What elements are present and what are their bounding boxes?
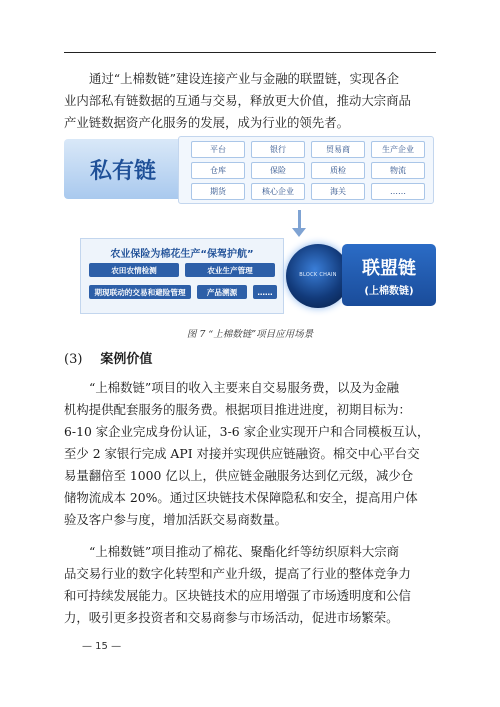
text-line: 至少 2 家银行完成 API 对接并实现供应链融资。棉交中心平台交 [64, 446, 420, 461]
insurance-item: 产品溯源 [197, 285, 247, 299]
member-chip: 物流 [371, 162, 425, 179]
member-chip: 质检 [311, 162, 365, 179]
alliance-chain-label: 联盟链 [362, 258, 416, 279]
member-chip: 银行 [251, 141, 305, 158]
page-number: — 15 — [82, 641, 122, 652]
member-chip: …… [371, 183, 425, 200]
intro-paragraph [64, 68, 436, 134]
alliance-chain-label-box [342, 244, 436, 306]
text-line: “上棉数链”项目的收入主要来自交易服务费，以及为金融 [89, 380, 400, 395]
member-chip: 海关 [311, 183, 365, 200]
down-arrow-head-icon [292, 228, 306, 237]
alliance-chain-sublabel: (上棉数链) [364, 286, 414, 297]
member-chip: 核心企业 [251, 183, 305, 200]
insurance-item: 农业生产管理 [185, 263, 275, 277]
text-line: 品交易行业的数字化转型和产业升级，提高了行业的整体竞争力 [64, 566, 411, 581]
member-chip: 期货 [191, 183, 245, 200]
blockchain-globe-icon [286, 244, 350, 308]
text-line: 易量翻倍至 1000 亿以上，供应链金融服务达到亿元级，减少仓 [64, 468, 414, 483]
header-rule [64, 52, 436, 53]
value-paragraph [64, 377, 436, 531]
insurance-item: …… [253, 285, 277, 299]
member-chip: 生产企业 [371, 141, 425, 158]
private-chain-members [178, 136, 434, 204]
member-chip: 贸易商 [311, 141, 365, 158]
section-number: (3) [64, 352, 83, 367]
impact-paragraph [64, 541, 436, 629]
member-chip: 平台 [191, 141, 245, 158]
text-line: 通过“上棉数链”建设连接产业与金融的联盟链，实现各企 [89, 71, 400, 86]
down-arrow-icon [298, 210, 301, 230]
text-line: 业内部私有链数据的互通与交易，释放更大价值，推动大宗商品 [64, 93, 411, 108]
private-chain-diagram [64, 136, 436, 206]
globe-label: BLOCK CHAIN [299, 272, 337, 278]
insurance-panel [80, 238, 284, 314]
member-chip: 保险 [251, 162, 305, 179]
member-chip: 仓库 [191, 162, 245, 179]
text-line: 和可持续发展能力。区块链技术的应用增强了市场透明度和公信 [64, 588, 411, 603]
section-title: 案例价值 [100, 352, 153, 367]
text-line: 力，吸引更多投资者和交易商参与市场活动，促进市场繁荣。 [64, 610, 399, 625]
figure-caption: 图 7 “上棉数链”项目应用场景 [186, 329, 314, 340]
alliance-chain-diagram [80, 238, 440, 314]
text-line: 6-10 家企业完成身份认证，3-6 家企业实现开户和合同模板互认， [64, 424, 430, 439]
text-line: 机构提供配套服务的服务费。根据项目推进进度，初期目标为： [64, 402, 411, 417]
text-line: 验及客户参与度，增加活跃交易商数量。 [64, 512, 288, 527]
insurance-item: 期现联动的交易和避险管理 [89, 285, 191, 299]
section-heading [64, 348, 152, 367]
text-line: 储物流成本 20%。通过区块链技术保障隐私和安全，提高用户体 [64, 490, 418, 505]
text-line: 产业链数据资产化服务的发展，成为行业的领先者。 [64, 115, 349, 130]
text-line: “上棉数链”项目推动了棉花、聚酯化纤等纺织原料大宗商 [89, 544, 400, 559]
insurance-item: 农田农情检测 [89, 263, 179, 277]
insurance-title: 农业保险为棉花生产“保驾护航” [110, 249, 254, 260]
private-chain-label: 私有链 [64, 139, 182, 199]
